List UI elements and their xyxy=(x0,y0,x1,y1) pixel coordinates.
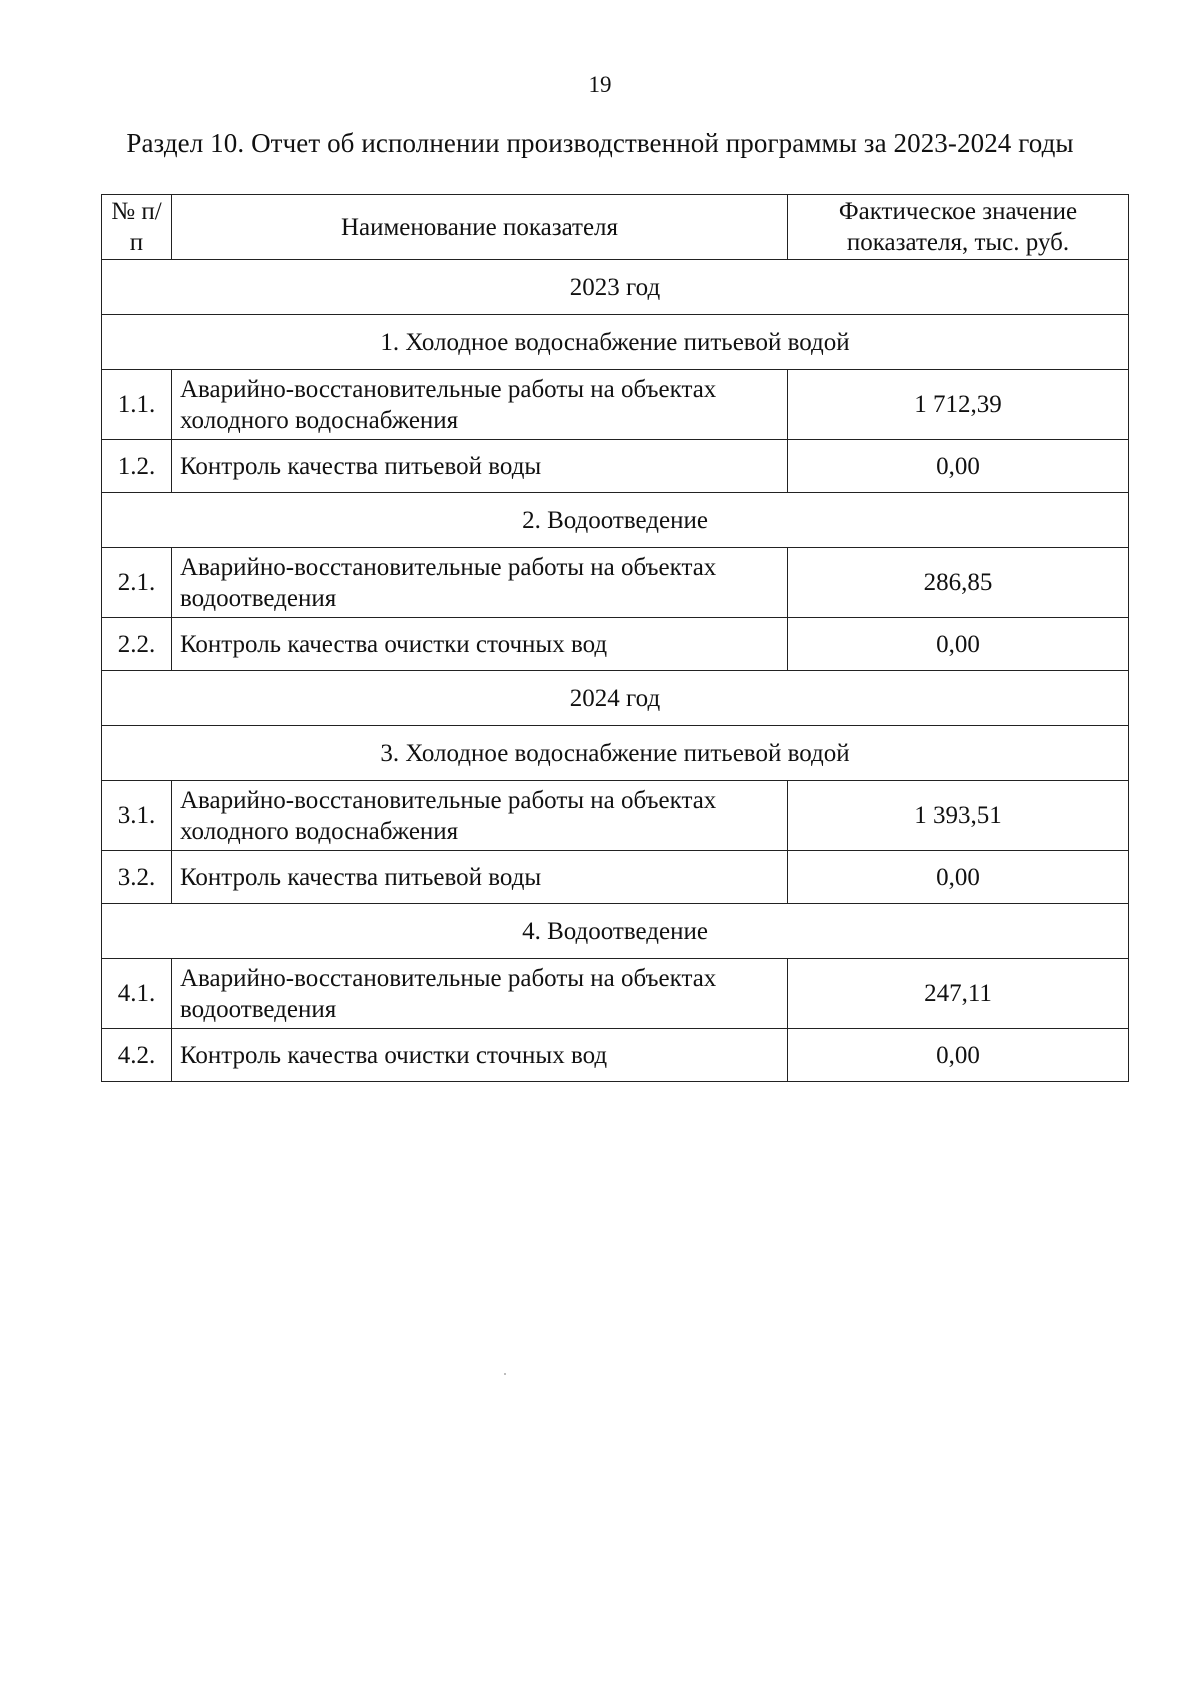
section-label: 1. Холодное водоснабжение питьевой водой xyxy=(102,315,1129,370)
header-num: № п/п xyxy=(102,195,172,260)
section-row xyxy=(102,315,1129,370)
report-table xyxy=(101,194,1129,1082)
row-value: 0,00 xyxy=(788,440,1129,493)
row-num: 4.2. xyxy=(102,1029,172,1082)
row-name: Контроль качества очистки сточных вод xyxy=(172,618,788,671)
year-row xyxy=(102,671,1129,726)
row-name: Контроль качества питьевой воды xyxy=(172,440,788,493)
row-value: 0,00 xyxy=(788,618,1129,671)
table-row xyxy=(102,370,1129,440)
row-value: 1 712,39 xyxy=(788,370,1129,440)
row-name: Аварийно-восстановительные работы на объектах холодного водоснабжения xyxy=(172,781,788,851)
row-value: 286,85 xyxy=(788,548,1129,618)
table-row xyxy=(102,851,1129,904)
year-row xyxy=(102,260,1129,315)
header-name: Наименование показателя xyxy=(172,195,788,260)
table-row xyxy=(102,959,1129,1029)
row-value: 247,11 xyxy=(788,959,1129,1029)
table-header-row xyxy=(102,195,1129,260)
section-row xyxy=(102,493,1129,548)
scan-speck xyxy=(504,1373,506,1375)
row-num: 4.1. xyxy=(102,959,172,1029)
section-label: 2. Водоотведение xyxy=(102,493,1129,548)
row-name: Аварийно-восстановительные работы на объектах водоотведения xyxy=(172,959,788,1029)
table-row xyxy=(102,781,1129,851)
header-value: Фактическое значение показателя, тыс. руб. xyxy=(788,195,1129,260)
row-value: 1 393,51 xyxy=(788,781,1129,851)
section-label: 4. Водоотведение xyxy=(102,904,1129,959)
row-num: 3.1. xyxy=(102,781,172,851)
row-value: 0,00 xyxy=(788,1029,1129,1082)
page-number: 19 xyxy=(588,72,612,97)
section-row xyxy=(102,904,1129,959)
row-num: 3.2. xyxy=(102,851,172,904)
row-name: Аварийно-восстановительные работы на объектах холодного водоснабжения xyxy=(172,370,788,440)
row-value: 0,00 xyxy=(788,851,1129,904)
row-name: Контроль качества питьевой воды xyxy=(172,851,788,904)
table-row xyxy=(102,440,1129,493)
section-label: 3. Холодное водоснабжение питьевой водой xyxy=(102,726,1129,781)
table-row xyxy=(102,618,1129,671)
row-num: 2.1. xyxy=(102,548,172,618)
section-title: Раздел 10. Отчет об исполнении производственной программы за 2023-2024 годы xyxy=(126,128,1074,158)
row-name: Аварийно-восстановительные работы на объектах водоотведения xyxy=(172,548,788,618)
row-num: 1.2. xyxy=(102,440,172,493)
row-num: 2.2. xyxy=(102,618,172,671)
row-num: 1.1. xyxy=(102,370,172,440)
table-row xyxy=(102,548,1129,618)
table-row xyxy=(102,1029,1129,1082)
year-label: 2023 год xyxy=(102,260,1129,315)
year-label: 2024 год xyxy=(102,671,1129,726)
section-row xyxy=(102,726,1129,781)
row-name: Контроль качества очистки сточных вод xyxy=(172,1029,788,1082)
